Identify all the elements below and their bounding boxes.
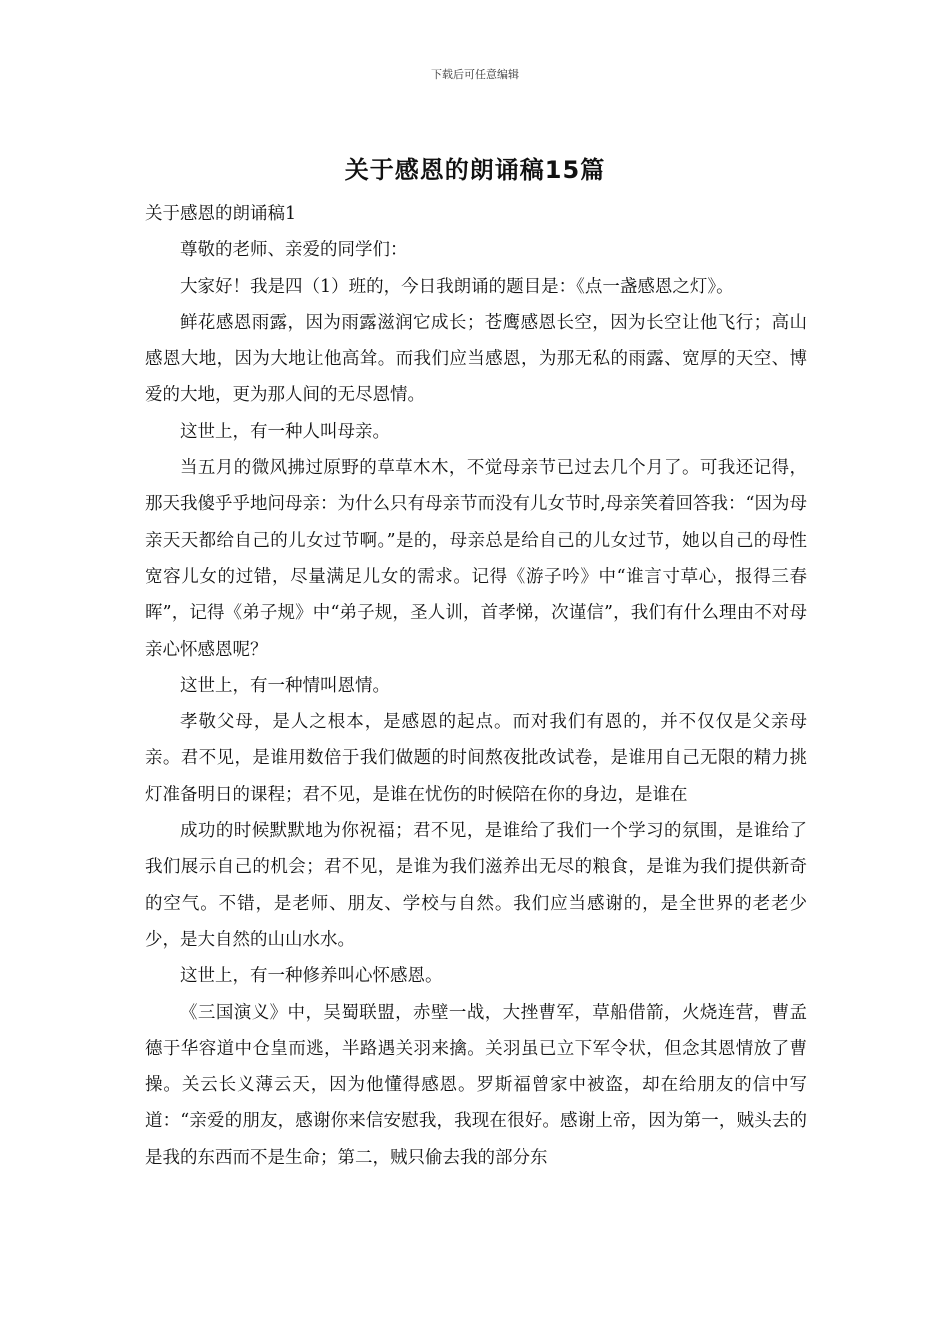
document-body <box>145 196 807 1176</box>
paragraph: 这世上，有一种情叫恩情。 <box>180 675 390 696</box>
paragraph: 大家好！我是四（1）班的，今日我朗诵的题目是：《点一盏感恩之灯》。 <box>180 276 734 297</box>
paragraph: 鲜花感恩雨露，因为雨露滋润它成长；苍鹰感恩长空，因为长空让他飞行；高山感恩大地，因为大地让他高耸。而我们应当感恩，为那无私的雨露、宽厚的天空、博爱的大地，更为那人间的无尽恩情。 <box>145 312 807 406</box>
paragraph: 《三国演义》中，吴蜀联盟，赤壁一战，大挫曹军，草船借箭，火烧连营，曹孟德于华容道中仓皇而逃，半路遇关羽来擒。关羽虽已立下军令状，但念其恩情放了曹操。关云长义薄云天，因为他懂得感恩。罗斯福曾家中被盗，却在给朋友的信中写道：“亲爱的朋友，感谢你来信安慰我，我现在很好。感谢上帝，因为第一，贼头去的是我的东西而不是生命；第二，贼只偷去我的部分东 <box>145 1002 807 1168</box>
paragraph: 成功的时候默默地为你祝福；君不见，是谁给了我们一个学习的氛围，是谁给了我们展示自己的机会；君不见，是谁为我们滋养出无尽的粮食，是谁为我们提供新奇的空气。不错，是老师、朋友、学校与自然。我们应当感谢的，是全世界的老老少少，是大自然的山山水水。 <box>145 821 807 950</box>
document-title: 关于感恩的朗诵稿15篇 <box>344 156 606 184</box>
paragraph: 孝敬父母，是人之根本，是感恩的起点。而对我们有恩的，并不仅仅是父亲母亲。君不见，是谁用数倍于我们做题的时间熬夜批改试卷，是谁用自己无限的精力挑灯准备明日的课程；君不见，是谁在忧伤的时候陪在你的身边，是谁在 <box>145 712 807 805</box>
paragraph: 这世上，有一种人叫母亲。 <box>180 421 390 442</box>
paragraph: 当五月的微风拂过原野的草草木木，不觉母亲节已过去几个月了。可我还记得，那天我傻乎乎地问母亲：为什么只有母亲节而没有儿女节时,母亲笑着回答我：“因为母亲天天都给自己的儿女过节啊。”是的，母亲总是给自己的儿女过节，她以自己的母性宽容儿女的过错，尽量满足儿女的需求。记得《游子吟》中“谁言寸草心，报得三春晖”，记得《弟子规》中“弟子规，圣人训，首孝悌，次谨信”，我们有什么理由不对母亲心怀感恩呢？ <box>145 458 808 660</box>
paragraph: 尊敬的老师、亲爱的同学们： <box>180 240 408 261</box>
page-header-note: 下载后可任意编辑 <box>431 68 519 81</box>
section-subtitle: 关于感恩的朗诵稿1 <box>145 204 297 224</box>
paragraph: 这世上，有一种修养叫心怀感恩。 <box>180 966 443 987</box>
